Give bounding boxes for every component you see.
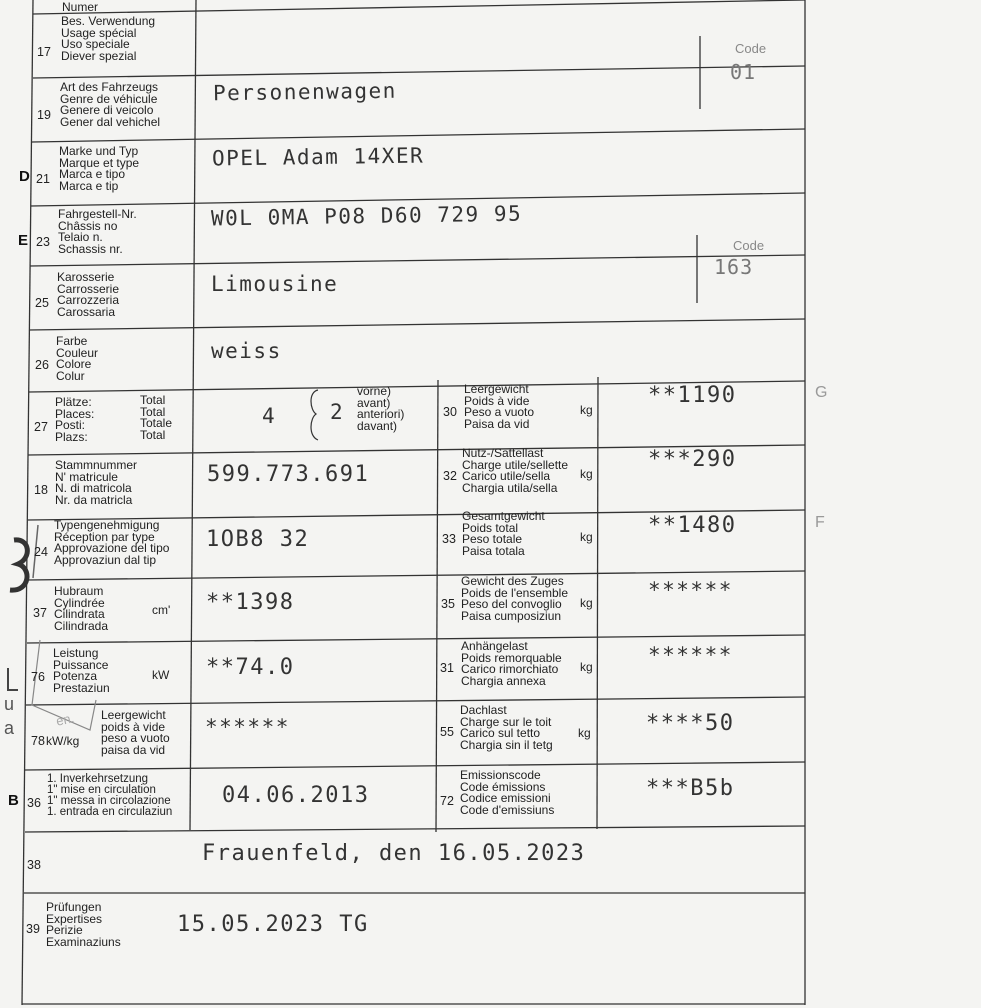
field-number: 76 [31, 670, 45, 684]
label-chassis-number: Fahrgestell-Nr. Châssis no Telaio n. Schassis nr. [58, 207, 137, 256]
value-total-weight: **1480 [648, 513, 737, 538]
unit-cm3: cm' [152, 603, 171, 617]
value-chassis-number: W0L 0MA P08 D60 729 95 [210, 201, 523, 231]
label-seats-total: Total Total Totale Total [140, 393, 173, 442]
field-number: 24 [34, 545, 48, 559]
value-registry-number: 599.773.691 [207, 462, 370, 487]
unit-kg: kg [580, 660, 593, 674]
label-color: Farbe Couleur Colore Colur [56, 334, 99, 383]
unit-kg: kg [580, 596, 593, 610]
side-marker: D [19, 168, 30, 185]
label-power: Leistung Puissance Potenza Prestaziun [53, 646, 110, 695]
value-seats-total: 4 [262, 404, 277, 428]
label-train-weight: Gewicht des Zuges Poids de l'ensemble Peso del convoglio Paisa cumposiziun [461, 574, 569, 623]
label-payload: Nutz-/Sattellast Charge utile/sellette Carico utile/sella Chargia utila/sella [462, 446, 569, 495]
label-number: Numer [62, 0, 99, 14]
code-value: 163 [714, 255, 754, 279]
stamp-text: en. [54, 710, 76, 729]
value-color: weiss [211, 339, 282, 363]
code-value: 01 [730, 60, 757, 84]
value-vehicle-type: Personenwagen [212, 78, 398, 106]
field-number: 30 [443, 405, 457, 419]
code-label: Code [735, 41, 767, 56]
margin-marker: F [815, 514, 825, 531]
unit-kw-per-kg: kW/kg [46, 734, 80, 748]
label-seats-front: vorne) avant) anteriori) davant) [357, 384, 405, 433]
label-power-weight: Leergewicht poids à vide peso a vuoto paisa da vid [101, 708, 170, 757]
field-number: 55 [440, 725, 454, 739]
field-number: 78 [31, 734, 45, 748]
value-first-registration: 04.06.2013 [222, 783, 370, 808]
label-roof-load: Dachlast Charge sur le toit Carico sul tetto Chargia sin il tetg [460, 703, 553, 752]
label-first-registration: 1. Inverkehrsetzung 1" mise en circulation 1" messa in circolazione 1. entrada en circulaziun [47, 773, 173, 818]
value-emission-code: ***B5b [646, 776, 735, 801]
label-emission-code: Emissionscode Code émissions Codice emissioni Code d'emissiuns [460, 768, 555, 817]
value-power: **74.0 [206, 655, 295, 680]
value-seats-front: 2 [330, 400, 345, 424]
field-number: 32 [443, 469, 457, 483]
value-roof-load: ****50 [646, 711, 735, 736]
field-number: 35 [441, 597, 455, 611]
stamp-text: a [4, 718, 15, 738]
label-type-approval: Typengenehmigung Réception par type Approvazione del tipo Approvaziun dal tip [54, 518, 170, 567]
value-place-date: Frauenfeld, den 16.05.2023 [202, 841, 586, 866]
value-payload: ***290 [648, 447, 737, 472]
field-number: 33 [442, 532, 456, 546]
field-number: 26 [35, 358, 49, 372]
field-number: 19 [37, 108, 51, 122]
unit-kg: kg [580, 403, 593, 417]
label-total-weight: Gesamtgewicht Poids total Peso totale Paisa totala [462, 509, 545, 558]
unit-kw: kW [152, 668, 170, 682]
value-displacement: **1398 [206, 590, 295, 615]
margin-marker: G [815, 384, 828, 401]
unit-kg: kg [580, 467, 593, 481]
side-marker: E [18, 232, 29, 249]
field-number: 21 [36, 172, 50, 186]
side-marker: B [8, 792, 19, 809]
label-empty-weight: Leergewicht Poids à vide Peso a vuoto Paisa da vid [464, 382, 535, 431]
stamp-text: u [4, 694, 15, 714]
field-number: 39 [26, 922, 40, 936]
label-body-type: Karosserie Carrosserie Carrozzeria Carossaria [57, 270, 120, 319]
field-number: 25 [35, 296, 49, 310]
field-number: 27 [34, 420, 48, 434]
value-empty-weight: **1190 [648, 383, 737, 408]
label-registry-number: Stammnummer N' matricule N. di matricola Nr. da matricla [55, 458, 138, 507]
field-number: 72 [440, 794, 454, 808]
unit-kg: kg [578, 726, 591, 740]
value-inspection-date: 15.05.2023 TG [177, 912, 369, 937]
value-trailer-load: ****** [648, 643, 733, 667]
field-number: 23 [36, 235, 50, 249]
label-seats: Plätze: Places: Posti: Plazs: [55, 395, 95, 444]
label-inspections: Prüfungen Expertises Perizie Examinaziuns [46, 900, 121, 949]
field-number: 36 [27, 796, 41, 810]
value-train-weight: ****** [648, 578, 733, 602]
label-make-model: Marke und Typ Marque et type Marca e tipo Marca e tip [59, 144, 140, 193]
field-number: 38 [27, 858, 41, 872]
field-number: 37 [33, 606, 47, 620]
label-trailer-load: Anhängelast Poids remorquable Carico rimorchiato Chargia annexa [461, 639, 562, 688]
field-number: 17 [37, 45, 51, 59]
label-displacement: Hubraum Cylindrée Cilindrata Cilindrada [54, 584, 109, 633]
field-number: 18 [34, 483, 48, 497]
unit-kg: kg [580, 530, 593, 544]
value-body-type: Limousine [211, 272, 339, 296]
value-power-weight: ****** [205, 715, 290, 739]
field-number: 31 [440, 661, 454, 675]
code-label: Code [733, 238, 765, 253]
value-make-model: OPEL Adam 14XER [211, 143, 425, 171]
label-vehicle-type: Art des Fahrzeugs Genre de véhicule Genere di veicolo Gener dal vehichel [60, 80, 161, 129]
value-type-approval: 1OB8 32 [206, 527, 310, 552]
label-special-use: Bes. Verwendung Usage spécial Uso speciale Diever spezial [61, 14, 156, 63]
